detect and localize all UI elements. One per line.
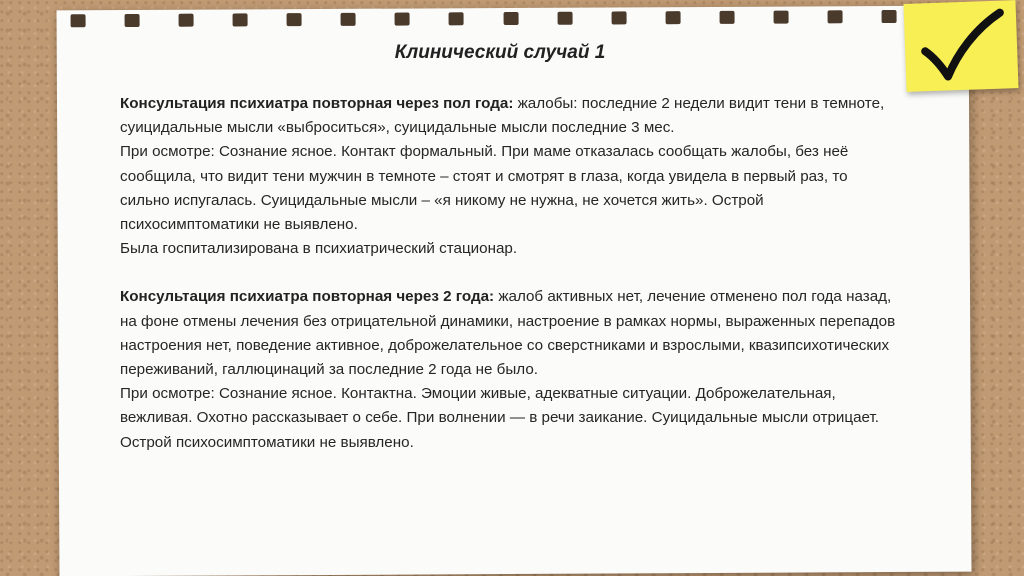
paper-hole bbox=[665, 11, 680, 24]
section2-exam: При осмотре: Сознание ясное. Контактна. Эмоции живые, адекватные ситуации. Доброжелательная, вежливая. Охотно рассказывает о себе. При волнении — в речи заикание. Суицидальные мысли отрицает. Острой психосимптоматики не выявлено. bbox=[120, 385, 879, 451]
paper-hole bbox=[341, 13, 356, 26]
section1-complaints: жалобы: последние 2 недели видит тени в темноте, суицидальные мысли «выброситься», суицидальные мысли последние 3 мес. bbox=[120, 95, 885, 137]
paper-hole bbox=[557, 12, 572, 25]
page-title: Клинический случай 1 bbox=[394, 42, 606, 63]
paper-hole bbox=[71, 14, 86, 27]
paper-hole bbox=[179, 14, 194, 27]
section1-outcome: Была госпитализирована в психиатрический стационар. bbox=[120, 240, 518, 258]
section2-complaints: жалоб активных нет, лечение отменено пол года назад, на фоне отмены лечения без отрицательной динамики, настроение в рамках нормы, выраженных перепадов настроения нет, поведение активное, доброжелательное со сверстниками и взрослыми, квазипсихотических переживаний, галлюцинаций за последние 2 года не было. bbox=[120, 288, 896, 379]
section2-paragraph bbox=[120, 285, 900, 382]
paper-hole bbox=[125, 14, 140, 27]
paper-hole bbox=[881, 10, 896, 23]
section1-heading: Консультация психиатра повторная через пол года: bbox=[120, 95, 514, 112]
section-gap bbox=[120, 261, 900, 285]
section1-exam: При осмотре: Сознание ясное. Контакт формальный. При маме отказалась сообщать жалобы, без неё сообщила, что видит тени мужчин в темноте – стоят и смотрят в глаза, когда увидела в первый раз, то сильно испугалась. Суицидальные мысли – «я никому не нужна, не хочется жить». Острой психосимптоматики не выявлено. bbox=[120, 143, 849, 234]
paper-hole bbox=[287, 13, 302, 26]
paper-hole bbox=[449, 12, 464, 25]
paper-hole bbox=[773, 11, 788, 24]
paper-hole bbox=[395, 13, 410, 26]
paper-hole bbox=[827, 10, 842, 23]
paper-hole bbox=[503, 12, 518, 25]
case-text bbox=[120, 92, 900, 455]
section2-heading: Консультация психиатра повторная через 2 года: bbox=[120, 288, 495, 306]
paper-hole bbox=[719, 11, 734, 24]
paper-hole bbox=[611, 11, 626, 24]
paper-hole bbox=[233, 13, 248, 26]
section1-paragraph bbox=[120, 92, 900, 140]
paper-holes bbox=[71, 10, 951, 29]
